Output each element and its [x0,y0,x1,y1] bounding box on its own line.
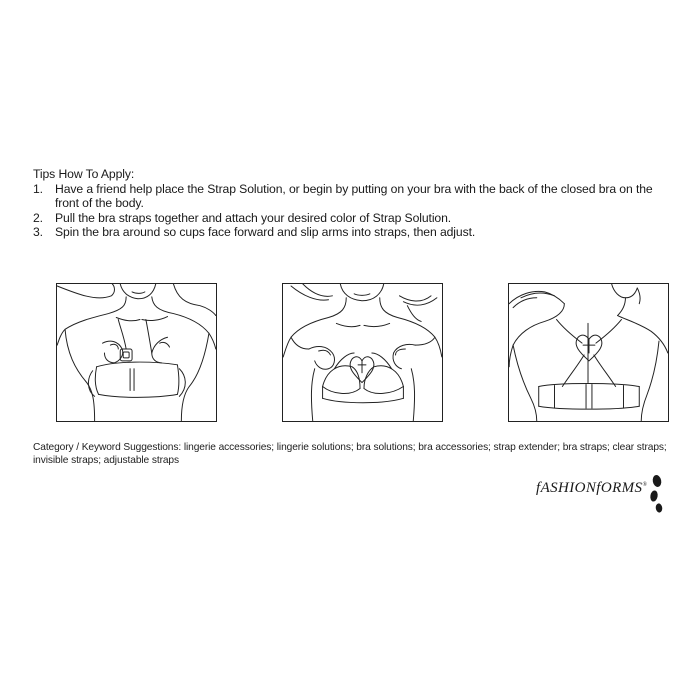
registered-mark: ® [642,482,648,488]
instructions-list [33,182,673,240]
step-text: Spin the bra around so cups face forward and slip arms into straps, then adjust. [55,225,476,240]
illustration-step-2 [282,283,443,422]
instruction-step-2 [33,211,673,226]
illustration-step-3 [508,283,669,422]
keyword-suggestions-text: Category / Keyword Suggestions: lingerie accessories; lingerie solutions; bra solutions; bra accessories; strap extender; bra straps; clear straps; invisible straps; adjustable straps [33,442,667,467]
logo-wordmark: fASHIONfORMS® [536,480,648,496]
instruction-step-1 [33,182,673,211]
step-number: 1. [33,181,43,196]
instructions-section [33,167,673,240]
fashion-forms-logo [536,474,666,514]
step-text: Have a friend help place the Strap Solution, or begin by putting on your bra with the back of the closed bra on the front of the body. [55,181,653,211]
keyword-suggestions [33,441,673,468]
instructions-title: Tips How To Apply: [33,167,135,181]
step-number: 2. [33,210,43,225]
footprint-icon [648,474,666,514]
step-number: 3. [33,225,43,240]
step-text: Pull the bra straps together and attach your desired color of Strap Solution. [55,210,452,225]
instruction-step-3 [33,225,673,240]
illustration-step-1 [56,283,217,422]
